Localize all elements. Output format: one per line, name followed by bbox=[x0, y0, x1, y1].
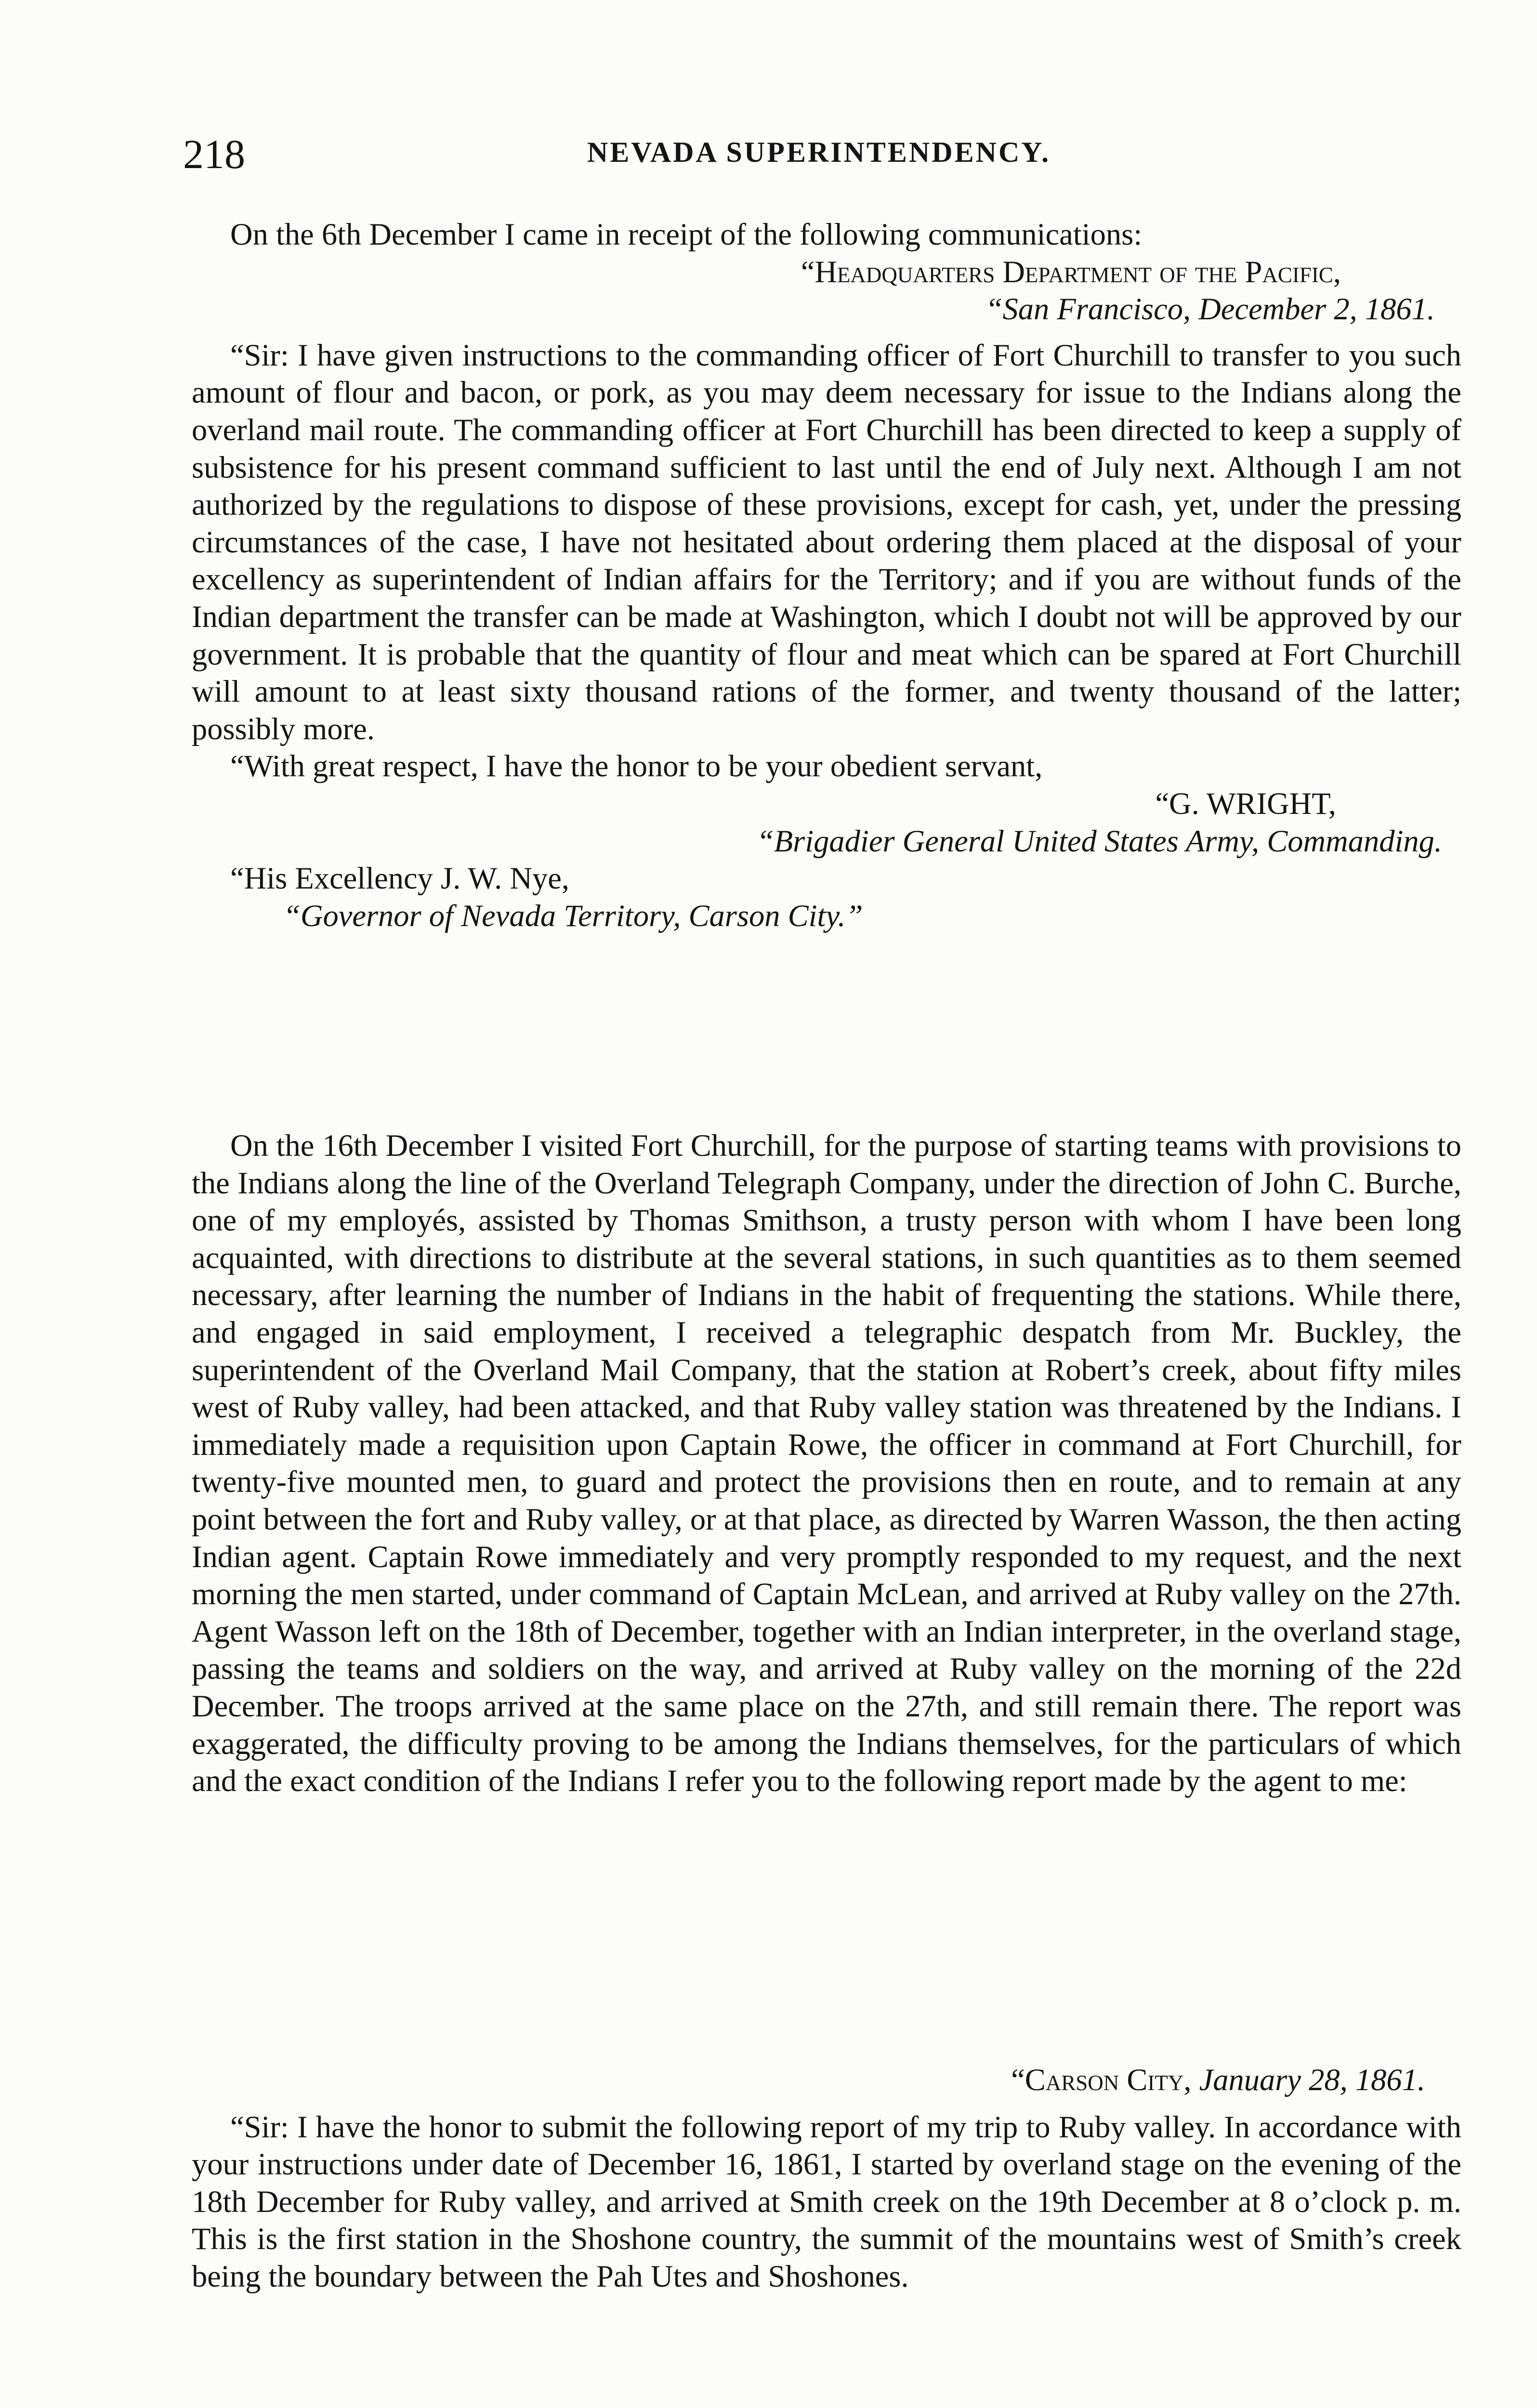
intro-paragraph: On the 6th December I came in receipt of the following communications: bbox=[230, 217, 1143, 251]
report-heading bbox=[192, 2061, 1461, 2099]
letter-closing: “With great respect, I have the honor to be your obedient servant, bbox=[230, 749, 1043, 784]
letter-block-wright bbox=[192, 216, 1461, 934]
report-body: “Sir: I have the honor to submit the following report of my trip to Ruby valley. In accordance with your instructions under date of December 16, 1861, I started by overland stage on the evening of the 18th December for Ruby valley, and arrived at Smith creek on the 19th December at 8 o’clock p. m. This is the first station in the Shoshone country, the summit of the mountains west of Smith’s creek being the boundary between the Pah Utes and Shoshones. bbox=[192, 2109, 1461, 2293]
narrative-paragraph: On the 16th December I visited Fort Churchill, for the purpose of starting teams with provisions to the Indians along the line of the Overland Telegraph Company, under the direction of John C. Burche, one of my employés, assisted by Thomas Smithson, a trusty person with whom I have been long acquainted, with directions to distribute at the several stations, in such quantities as to them seemed necessary, after learning the number of Indians in the habit of frequenting the stations. While there, and engaged in said employment, I received a telegraphic despatch from Mr. Buckley, the superintendent of the Overland Mail Company, that the station at Robert’s creek, about fifty miles west of Ruby valley, had been attacked, and that Ruby valley station was threatened by the Indians. I immediately made a requisition upon Captain Rowe, the officer in command at Fort Churchill, for twenty-five mounted men, to guard and protect the provisions then en route, and to remain at any point between the fort and Ruby valley, or at that place, as directed by Warren Wasson, the then acting Indian agent. Captain Rowe immediately and very promptly responded to my request, and the next morning the men started, under command of Captain McLean, and arrived at Ruby valley on the 27th. Agent Wasson left on the 18th of December, together with an Indian interpreter, in the overland stage, passing the teams and soldiers on the way, and arrived at Ruby valley on the morning of the 22d December. The troops arrived at the same place on the 27th, and still remain there. The report was exaggerated, the difficulty proving to be among the Indians themselves, for the particulars of which and the exact condition of the Indians I refer you to the following report made by the agent to me: bbox=[192, 1128, 1461, 1798]
letter-signatory-title: “Brigadier General United States Army, Commanding. bbox=[756, 824, 1442, 858]
letter-signature: “G. WRIGHT, bbox=[1155, 786, 1336, 821]
report-heading-place: “Carson City, bbox=[1011, 2063, 1192, 2097]
letter-addressee-line1: “His Excellency J. W. Nye, bbox=[230, 861, 569, 896]
letter-block-wasson bbox=[192, 2061, 1461, 2295]
page-header bbox=[183, 130, 1455, 188]
letter-heading-line1: “Headquarters Department of the Pacific, bbox=[801, 254, 1341, 289]
letter-body: “Sir: I have given instructions to the commanding officer of Fort Churchill to transfer to you such amount of flour and bacon, or pork, as you may deem necessary for issue to the Indians along the overland mail route. The commanding officer at Fort Churchill has been directed to keep a supply of subsistence for his present command sufficient to last until the end of July next. Although I am not authorized by the regulations to dispose of these provisions, except for cash, yet, under the pressing circumstances of the case, I have not hesitated about ordering them placed at the disposal of your excellency as superintendent of Indian affairs for the Territory; and if you are without funds of the Indian department the transfer can be made at Washington, which I doubt not will be approved by our government. It is probable that the quantity of flour and meat which can be spared at Fort Churchill will amount to at least sixty thousand rations of the former, and twenty thousand of the latter; possibly more. bbox=[192, 338, 1461, 746]
report-heading-date: January 28, 1861. bbox=[1199, 2063, 1425, 2097]
letter-addressee-line2: “Governor of Nevada Territory, Carson City.” bbox=[283, 898, 863, 933]
running-head: NEVADA SUPERINTENDENCY. bbox=[587, 136, 1051, 168]
narrative-block bbox=[192, 1127, 1461, 1800]
letter-heading-line2: “San Francisco, December 2, 1861. bbox=[985, 292, 1435, 327]
page-number: 218 bbox=[183, 131, 245, 177]
